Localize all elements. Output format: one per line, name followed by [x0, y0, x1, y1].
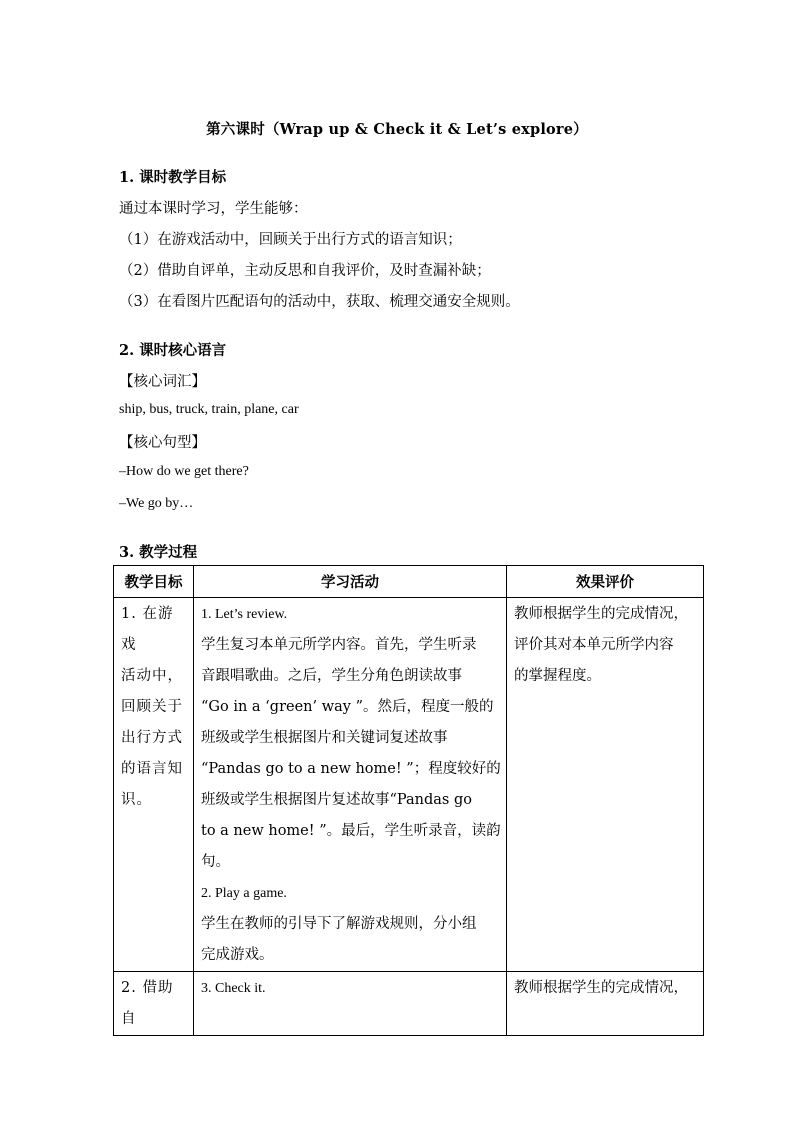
evaluation-cell: [507, 972, 704, 1036]
table-row: [114, 972, 704, 1036]
teaching-process-table: [113, 565, 704, 1036]
goal-item: （2）借助自评单，主动反思和自我评价，及时查漏补缺；: [119, 263, 491, 279]
evaluation-cell: [507, 598, 704, 972]
cell-line: 的掌握程度。: [514, 668, 601, 684]
section1-intro: 通过本课时学习，学生能够：: [119, 201, 308, 217]
section2-heading: 2. 课时核心语言: [119, 342, 227, 359]
cell-line: 识。: [121, 792, 152, 808]
header-evaluation: 效果评价: [507, 566, 704, 598]
cell-line: 出行方式: [121, 730, 183, 746]
cell-line: 音跟唱歌曲。之后，学生分角色朗读故事: [201, 668, 462, 684]
activity-cell: [194, 972, 507, 1036]
cell-line: 3. Check it.: [201, 981, 266, 996]
cell-line: 1. Let’s review.: [201, 607, 288, 622]
header-activity: 学习活动: [194, 566, 507, 598]
vocab-label: 【核心词汇】: [119, 374, 206, 390]
table-header-row: [114, 566, 704, 598]
goal-item: （1）在游戏活动中，回顾关于出行方式的语言知识；: [119, 232, 462, 248]
activity-cell: [194, 598, 507, 972]
sentence-pattern: –We go by…: [119, 496, 194, 511]
cell-line: 1. 在游戏: [121, 606, 174, 653]
section1-heading: 1. 课时教学目标: [119, 169, 227, 186]
cell-line: 评价其对本单元所学内容: [514, 637, 674, 653]
cell-line: 回顾关于: [121, 699, 183, 715]
cell-line: “Go in a ‘green’ way ”。然后，程度一般的: [201, 699, 494, 715]
cell-line: 班级或学生根据图片和关键词复述故事: [201, 730, 448, 746]
section3-heading: 3. 教学过程: [119, 544, 198, 561]
cell-line: 学生在教师的引导下了解游戏规则，分小组: [201, 916, 477, 932]
vocab-list: ship, bus, truck, train, plane, car: [119, 402, 299, 417]
cell-line: 班级或学生根据图片复述故事“Pandas go: [201, 792, 472, 808]
cell-line: 教师根据学生的完成情况，: [514, 606, 688, 622]
cell-line: 2. 借助自: [121, 980, 174, 1027]
page-title: 第六课时（Wrap up & Check it & Let’s explore）: [206, 121, 588, 138]
cell-line: 2. Play a game.: [201, 886, 287, 901]
goal-item: （3）在看图片匹配语句的活动中，获取、梳理交通安全规则。: [119, 294, 520, 310]
cell-line: “Pandas go to a new home! ”；程度较好的: [201, 761, 501, 777]
cell-line: 句。: [201, 854, 230, 870]
cell-line: 教师根据学生的完成情况，: [514, 980, 688, 996]
cell-line: 完成游戏。: [201, 947, 274, 963]
cell-line: to a new home! ”。最后，学生听录音，读韵: [201, 823, 501, 839]
pattern-label: 【核心句型】: [119, 435, 206, 451]
cell-line: 学生复习本单元所学内容。首先，学生听录: [201, 637, 477, 653]
goal-cell: [114, 598, 194, 972]
table-row: [114, 598, 704, 972]
cell-line: 的语言知: [121, 761, 183, 777]
header-goal: 教学目标: [114, 566, 194, 598]
sentence-pattern: –How do we get there?: [119, 464, 249, 479]
cell-line: 活动中，: [121, 668, 183, 684]
goal-cell: [114, 972, 194, 1036]
